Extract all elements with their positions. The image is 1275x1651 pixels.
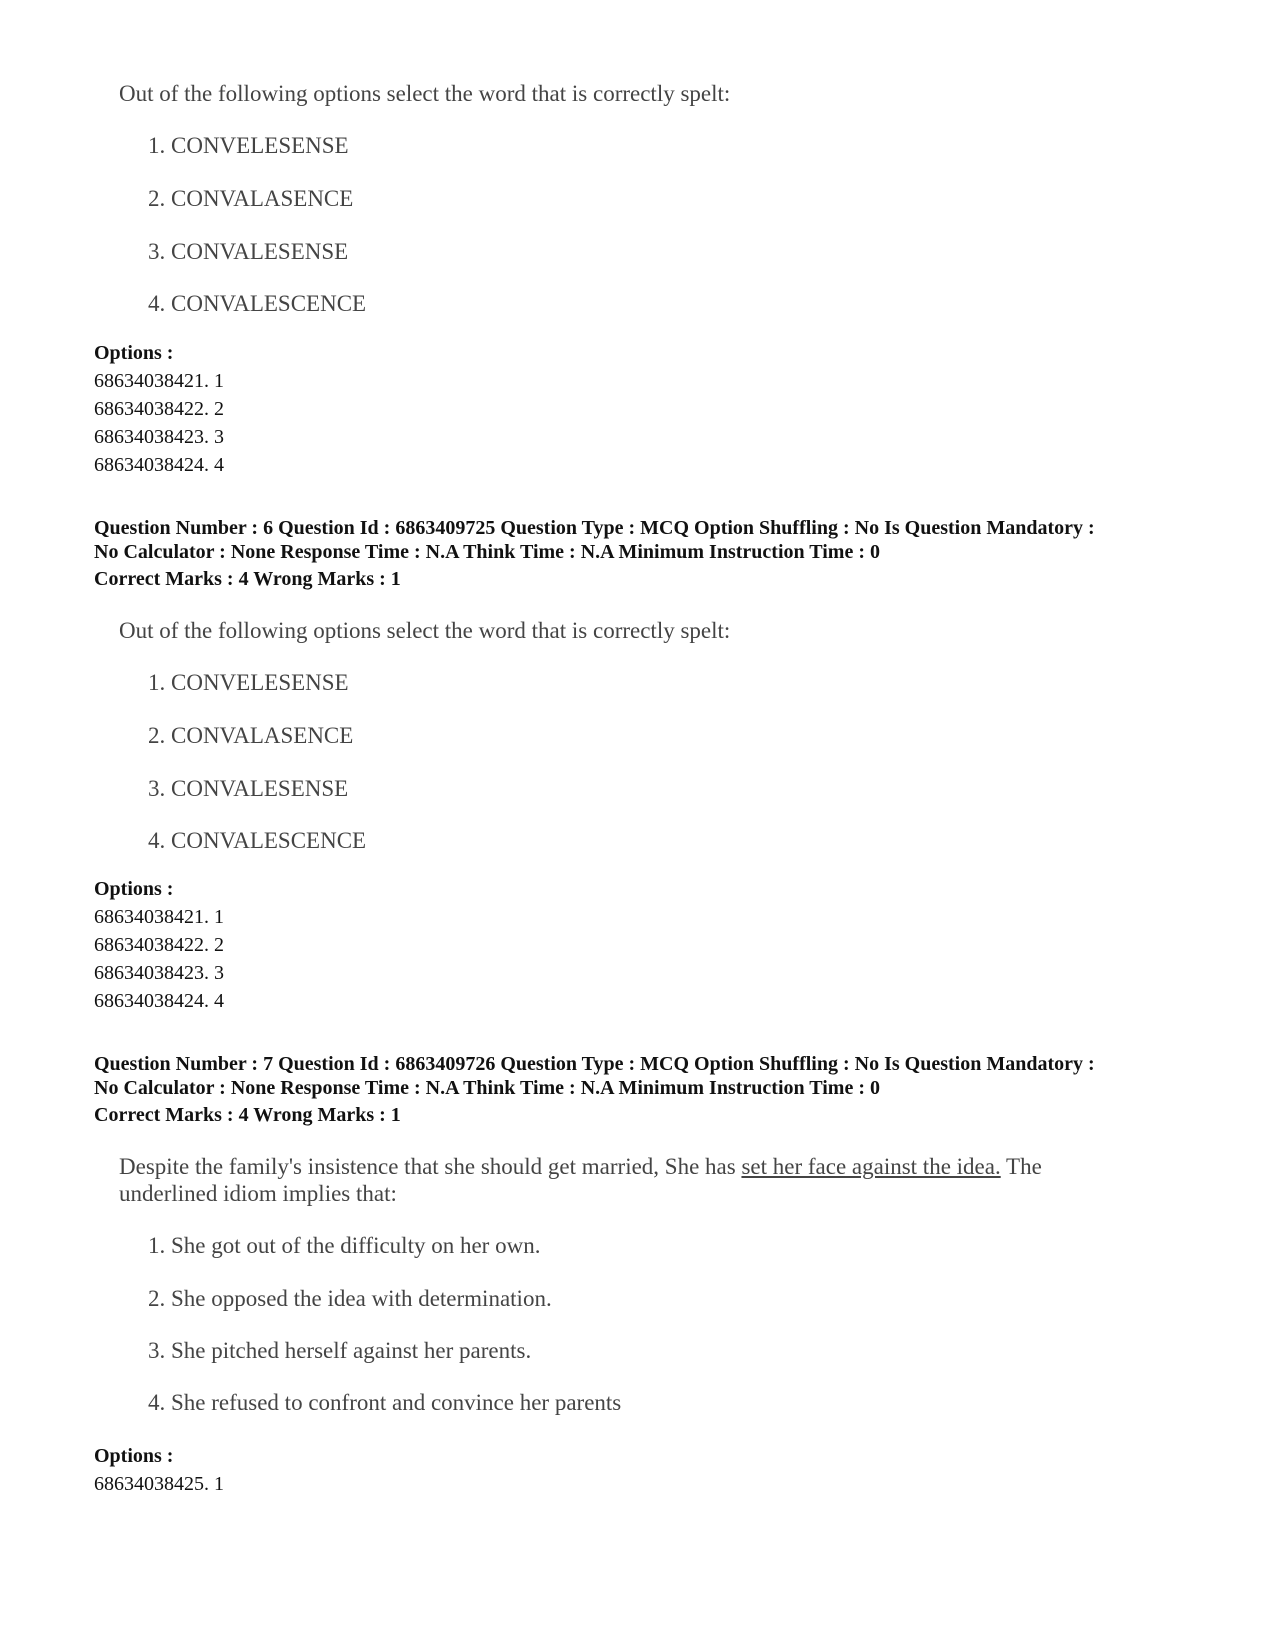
choice-1: 1. CONVELESENSE	[148, 133, 349, 158]
question-prompt-line-1	[119, 1153, 1042, 1181]
option-code: 68634038423. 3	[94, 426, 224, 448]
underlined-idiom: set her face against the idea.	[741, 1154, 1001, 1179]
choice-3: 3. She pitched herself against her parents.	[148, 1338, 532, 1363]
options-label: Options :	[94, 342, 174, 364]
option-code: 68634038423. 3	[94, 962, 224, 984]
choice-2: 2. CONVALASENCE	[148, 186, 354, 211]
option-code: 68634038421. 1	[94, 370, 224, 392]
question-meta-line-2: No Calculator : None Response Time : N.A Think Time : N.A Minimum Instruction Time : 0	[94, 541, 880, 563]
option-code: 68634038424. 4	[94, 990, 224, 1012]
choice-4: 4. CONVALESCENCE	[148, 291, 367, 316]
marks-line: Correct Marks : 4 Wrong Marks : 1	[94, 1104, 401, 1126]
choice-4: 4. CONVALESCENCE	[148, 828, 367, 853]
question-prompt: Out of the following options select the word that is correctly spelt:	[119, 81, 731, 106]
option-code: 68634038424. 4	[94, 454, 224, 476]
choice-3: 3. CONVALESENSE	[148, 239, 349, 264]
option-code: 68634038421. 1	[94, 906, 224, 928]
question-meta-line-1: Question Number : 7 Question Id : 6863409726 Question Type : MCQ Option Shuffling : No Is Question Mandatory :	[94, 1053, 1095, 1075]
choice-2: 2. She opposed the idea with determination.	[148, 1286, 552, 1311]
question-prompt: Out of the following options select the word that is correctly spelt:	[119, 618, 731, 643]
marks-line: Correct Marks : 4 Wrong Marks : 1	[94, 568, 401, 590]
options-label: Options :	[94, 878, 174, 900]
option-code: 68634038425. 1	[94, 1473, 224, 1495]
question-meta-line-2: No Calculator : None Response Time : N.A Think Time : N.A Minimum Instruction Time : 0	[94, 1077, 880, 1099]
option-code: 68634038422. 2	[94, 934, 224, 956]
option-code: 68634038422. 2	[94, 398, 224, 420]
question-meta-line-1: Question Number : 6 Question Id : 6863409725 Question Type : MCQ Option Shuffling : No Is Question Mandatory :	[94, 517, 1095, 539]
prompt-text-end: The	[1000, 1154, 1042, 1179]
question-prompt-line-2: underlined idiom implies that:	[119, 1181, 397, 1206]
options-label: Options :	[94, 1445, 174, 1467]
choice-1: 1. She got out of the difficulty on her own.	[148, 1233, 541, 1258]
choice-1: 1. CONVELESENSE	[148, 670, 349, 695]
choice-3: 3. CONVALESENSE	[148, 776, 349, 801]
choice-4: 4. She refused to confront and convince her parents	[148, 1390, 622, 1415]
choice-2: 2. CONVALASENCE	[148, 723, 354, 748]
prompt-text: Despite the family's insistence that she should get married, She has	[119, 1154, 742, 1179]
